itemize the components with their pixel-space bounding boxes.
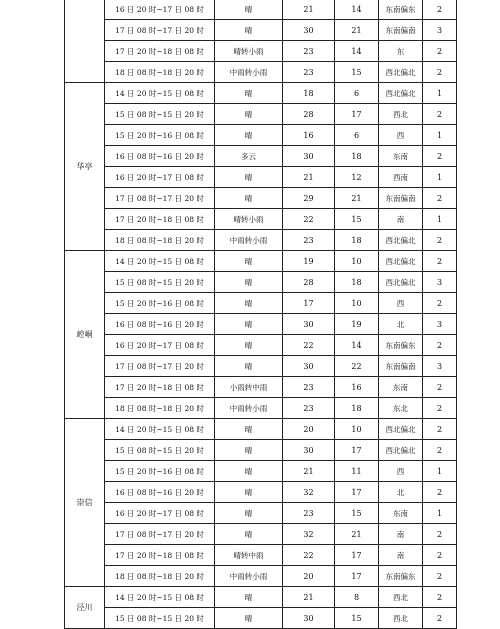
wind-force-cell: 2 bbox=[423, 146, 457, 167]
wind-direction-cell: 东南偏东 bbox=[379, 0, 423, 20]
time-period-cell: 15 日 08 时~15 日 20 时 bbox=[105, 104, 215, 125]
weather-cell: 晴 bbox=[215, 0, 283, 20]
wind-direction-cell: 东南偏南 bbox=[379, 20, 423, 41]
weather-cell: 晴 bbox=[215, 524, 283, 545]
wind-force-cell: 2 bbox=[423, 419, 457, 440]
time-period-cell: 16 日 08 时~16 日 20 时 bbox=[105, 482, 215, 503]
wind-force-cell: 1 bbox=[423, 83, 457, 104]
wind-direction-cell: 东北 bbox=[379, 398, 423, 419]
table-row bbox=[65, 41, 457, 62]
time-period-cell: 16 日 20 时~17 日 08 时 bbox=[105, 335, 215, 356]
wind-force-cell: 2 bbox=[423, 251, 457, 272]
table-row bbox=[65, 125, 457, 146]
weather-cell: 中雨转小雨 bbox=[215, 230, 283, 251]
wind-direction-cell: 东南 bbox=[379, 377, 423, 398]
station-name-cell: 崇信 bbox=[65, 419, 105, 587]
table-row bbox=[65, 62, 457, 83]
wind-direction-cell: 东南 bbox=[379, 146, 423, 167]
wind-direction-cell: 东南偏东 bbox=[379, 566, 423, 587]
low-temp-cell: 16 bbox=[335, 377, 379, 398]
high-temp-cell: 23 bbox=[283, 230, 335, 251]
weather-cell: 晴 bbox=[215, 167, 283, 188]
low-temp-cell: 6 bbox=[335, 83, 379, 104]
weather-cell: 晴 bbox=[215, 251, 283, 272]
high-temp-cell: 28 bbox=[283, 272, 335, 293]
weather-cell: 小雨转中雨 bbox=[215, 377, 283, 398]
weather-cell: 多云 bbox=[215, 146, 283, 167]
weather-cell: 中雨转小雨 bbox=[215, 566, 283, 587]
table-row bbox=[65, 0, 457, 20]
table-row bbox=[65, 356, 457, 377]
time-period-cell: 18 日 08 时~18 日 20 时 bbox=[105, 398, 215, 419]
weather-cell: 晴 bbox=[215, 419, 283, 440]
wind-force-cell: 2 bbox=[423, 104, 457, 125]
low-temp-cell: 21 bbox=[335, 188, 379, 209]
wind-direction-cell: 南 bbox=[379, 524, 423, 545]
table-row bbox=[65, 419, 457, 440]
low-temp-cell: 21 bbox=[335, 524, 379, 545]
weather-cell: 晴 bbox=[215, 188, 283, 209]
low-temp-cell: 14 bbox=[335, 335, 379, 356]
time-period-cell: 14 日 20 时~15 日 08 时 bbox=[105, 419, 215, 440]
table-row bbox=[65, 230, 457, 251]
wind-direction-cell: 西北偏北 bbox=[379, 419, 423, 440]
high-temp-cell: 21 bbox=[283, 587, 335, 608]
low-temp-cell: 11 bbox=[335, 461, 379, 482]
weather-cell: 晴 bbox=[215, 503, 283, 524]
wind-direction-cell: 东南 bbox=[379, 503, 423, 524]
low-temp-cell: 17 bbox=[335, 482, 379, 503]
high-temp-cell: 21 bbox=[283, 167, 335, 188]
time-period-cell: 14 日 20 时~15 日 08 时 bbox=[105, 83, 215, 104]
high-temp-cell: 23 bbox=[283, 503, 335, 524]
table-row bbox=[65, 251, 457, 272]
low-temp-cell: 12 bbox=[335, 167, 379, 188]
high-temp-cell: 30 bbox=[283, 356, 335, 377]
low-temp-cell: 8 bbox=[335, 587, 379, 608]
wind-force-cell: 2 bbox=[423, 482, 457, 503]
high-temp-cell: 19 bbox=[283, 251, 335, 272]
high-temp-cell: 30 bbox=[283, 314, 335, 335]
wind-force-cell: 2 bbox=[423, 566, 457, 587]
table-row bbox=[65, 272, 457, 293]
time-period-cell: 15 日 20 时~16 日 08 时 bbox=[105, 461, 215, 482]
low-temp-cell: 18 bbox=[335, 146, 379, 167]
high-temp-cell: 23 bbox=[283, 398, 335, 419]
high-temp-cell: 32 bbox=[283, 524, 335, 545]
time-period-cell: 18 日 08 时~18 日 20 时 bbox=[105, 566, 215, 587]
time-period-cell: 14 日 20 时~15 日 08 时 bbox=[105, 587, 215, 608]
wind-force-cell: 2 bbox=[423, 230, 457, 251]
low-temp-cell: 10 bbox=[335, 251, 379, 272]
time-period-cell: 16 日 20 时~17 日 08 时 bbox=[105, 503, 215, 524]
wind-direction-cell: 西 bbox=[379, 125, 423, 146]
wind-direction-cell: 西北偏北 bbox=[379, 83, 423, 104]
table-row bbox=[65, 83, 457, 104]
wind-direction-cell: 北 bbox=[379, 314, 423, 335]
low-temp-cell: 17 bbox=[335, 566, 379, 587]
weather-cell: 晴 bbox=[215, 104, 283, 125]
wind-force-cell: 2 bbox=[423, 62, 457, 83]
wind-force-cell: 2 bbox=[423, 524, 457, 545]
low-temp-cell: 19 bbox=[335, 314, 379, 335]
weather-forecast-table bbox=[64, 0, 457, 629]
low-temp-cell: 21 bbox=[335, 20, 379, 41]
time-period-cell: 17 日 08 时~17 日 20 时 bbox=[105, 524, 215, 545]
time-period-cell: 15 日 20 时~16 日 08 时 bbox=[105, 125, 215, 146]
table-body bbox=[65, 0, 457, 629]
weather-cell: 中雨转小雨 bbox=[215, 398, 283, 419]
wind-direction-cell: 西北 bbox=[379, 587, 423, 608]
weather-cell: 晴 bbox=[215, 125, 283, 146]
table-row bbox=[65, 440, 457, 461]
high-temp-cell: 22 bbox=[283, 335, 335, 356]
wind-direction-cell: 西 bbox=[379, 293, 423, 314]
high-temp-cell: 30 bbox=[283, 20, 335, 41]
weather-cell: 晴转小雨 bbox=[215, 41, 283, 62]
time-period-cell: 14 日 20 时~15 日 08 时 bbox=[105, 251, 215, 272]
wind-force-cell: 2 bbox=[423, 545, 457, 566]
high-temp-cell: 23 bbox=[283, 41, 335, 62]
weather-cell: 晴 bbox=[215, 314, 283, 335]
low-temp-cell: 15 bbox=[335, 62, 379, 83]
high-temp-cell: 30 bbox=[283, 608, 335, 629]
high-temp-cell: 17 bbox=[283, 293, 335, 314]
time-period-cell: 18 日 08 时~18 日 20 时 bbox=[105, 62, 215, 83]
weather-cell: 晴 bbox=[215, 20, 283, 41]
low-temp-cell: 14 bbox=[335, 41, 379, 62]
wind-direction-cell: 西北偏北 bbox=[379, 62, 423, 83]
wind-force-cell: 2 bbox=[423, 608, 457, 629]
low-temp-cell: 15 bbox=[335, 608, 379, 629]
time-period-cell: 15 日 20 时~16 日 08 时 bbox=[105, 293, 215, 314]
wind-force-cell: 1 bbox=[423, 461, 457, 482]
weather-cell: 晴 bbox=[215, 335, 283, 356]
low-temp-cell: 10 bbox=[335, 293, 379, 314]
table-row bbox=[65, 461, 457, 482]
low-temp-cell: 18 bbox=[335, 230, 379, 251]
low-temp-cell: 18 bbox=[335, 272, 379, 293]
wind-force-cell: 3 bbox=[423, 20, 457, 41]
table-row bbox=[65, 398, 457, 419]
low-temp-cell: 14 bbox=[335, 0, 379, 20]
wind-force-cell: 2 bbox=[423, 377, 457, 398]
time-period-cell: 17 日 08 时~17 日 20 时 bbox=[105, 356, 215, 377]
wind-direction-cell: 西北 bbox=[379, 104, 423, 125]
time-period-cell: 17 日 08 时~17 日 20 时 bbox=[105, 188, 215, 209]
table-row bbox=[65, 566, 457, 587]
high-temp-cell: 22 bbox=[283, 209, 335, 230]
table-row bbox=[65, 188, 457, 209]
wind-direction-cell: 东南偏东 bbox=[379, 335, 423, 356]
table-row bbox=[65, 209, 457, 230]
weather-cell: 晴转小雨 bbox=[215, 209, 283, 230]
time-period-cell: 16 日 08 时~16 日 20 时 bbox=[105, 314, 215, 335]
low-temp-cell: 10 bbox=[335, 419, 379, 440]
wind-force-cell: 1 bbox=[423, 125, 457, 146]
wind-direction-cell: 西 bbox=[379, 461, 423, 482]
wind-force-cell: 1 bbox=[423, 209, 457, 230]
wind-direction-cell: 南 bbox=[379, 209, 423, 230]
table-row bbox=[65, 524, 457, 545]
table-row bbox=[65, 314, 457, 335]
wind-force-cell: 2 bbox=[423, 440, 457, 461]
wind-direction-cell: 西北偏北 bbox=[379, 272, 423, 293]
weather-cell: 晴 bbox=[215, 461, 283, 482]
table-row bbox=[65, 146, 457, 167]
low-temp-cell: 6 bbox=[335, 125, 379, 146]
time-period-cell: 16 日 08 时~16 日 20 时 bbox=[105, 146, 215, 167]
low-temp-cell: 15 bbox=[335, 209, 379, 230]
high-temp-cell: 32 bbox=[283, 482, 335, 503]
wind-direction-cell: 西北偏北 bbox=[379, 251, 423, 272]
station-name-cell: 华亭 bbox=[65, 83, 105, 251]
station-name-cell: 崆峒 bbox=[65, 251, 105, 419]
wind-force-cell: 2 bbox=[423, 188, 457, 209]
wind-direction-cell: 西北偏北 bbox=[379, 440, 423, 461]
wind-force-cell: 2 bbox=[423, 293, 457, 314]
low-temp-cell: 17 bbox=[335, 545, 379, 566]
low-temp-cell: 22 bbox=[335, 356, 379, 377]
table-row bbox=[65, 167, 457, 188]
wind-direction-cell: 南 bbox=[379, 545, 423, 566]
table-row bbox=[65, 335, 457, 356]
weather-cell: 晴 bbox=[215, 83, 283, 104]
high-temp-cell: 30 bbox=[283, 146, 335, 167]
high-temp-cell: 28 bbox=[283, 104, 335, 125]
weather-cell: 晴 bbox=[215, 293, 283, 314]
high-temp-cell: 30 bbox=[283, 440, 335, 461]
table-row bbox=[65, 482, 457, 503]
table-row bbox=[65, 377, 457, 398]
wind-force-cell: 2 bbox=[423, 0, 457, 20]
weather-cell: 中雨转小雨 bbox=[215, 62, 283, 83]
high-temp-cell: 20 bbox=[283, 419, 335, 440]
wind-force-cell: 3 bbox=[423, 314, 457, 335]
time-period-cell: 17 日 08 时~17 日 20 时 bbox=[105, 20, 215, 41]
wind-direction-cell: 东南偏南 bbox=[379, 356, 423, 377]
high-temp-cell: 18 bbox=[283, 83, 335, 104]
weather-cell: 晴转中雨 bbox=[215, 545, 283, 566]
time-period-cell: 15 日 08 时~15 日 20 时 bbox=[105, 272, 215, 293]
weather-cell: 晴 bbox=[215, 440, 283, 461]
wind-direction-cell: 西北 bbox=[379, 608, 423, 629]
high-temp-cell: 21 bbox=[283, 0, 335, 20]
wind-direction-cell: 西北偏北 bbox=[379, 230, 423, 251]
time-period-cell: 16 日 20 时~17 日 08 时 bbox=[105, 0, 215, 20]
time-period-cell: 15 日 08 时~15 日 20 时 bbox=[105, 440, 215, 461]
table-row bbox=[65, 587, 457, 608]
low-temp-cell: 17 bbox=[335, 440, 379, 461]
high-temp-cell: 23 bbox=[283, 62, 335, 83]
wind-direction-cell: 西南 bbox=[379, 167, 423, 188]
time-period-cell: 18 日 08 时~18 日 20 时 bbox=[105, 230, 215, 251]
table-row bbox=[65, 20, 457, 41]
table-row bbox=[65, 545, 457, 566]
table-row bbox=[65, 503, 457, 524]
time-period-cell: 17 日 20 时~18 日 08 时 bbox=[105, 545, 215, 566]
table-row bbox=[65, 104, 457, 125]
wind-force-cell: 2 bbox=[423, 41, 457, 62]
station-name-cell bbox=[65, 0, 105, 83]
weather-cell: 晴 bbox=[215, 608, 283, 629]
wind-force-cell: 3 bbox=[423, 356, 457, 377]
weather-cell: 晴 bbox=[215, 587, 283, 608]
weather-cell: 晴 bbox=[215, 482, 283, 503]
wind-direction-cell: 东 bbox=[379, 41, 423, 62]
table-row bbox=[65, 293, 457, 314]
wind-direction-cell: 北 bbox=[379, 482, 423, 503]
weather-cell: 晴 bbox=[215, 356, 283, 377]
wind-force-cell: 1 bbox=[423, 503, 457, 524]
time-period-cell: 15 日 08 时~15 日 20 时 bbox=[105, 608, 215, 629]
high-temp-cell: 29 bbox=[283, 188, 335, 209]
weather-cell: 晴 bbox=[215, 272, 283, 293]
low-temp-cell: 17 bbox=[335, 104, 379, 125]
time-period-cell: 17 日 20 时~18 日 08 时 bbox=[105, 377, 215, 398]
low-temp-cell: 15 bbox=[335, 503, 379, 524]
high-temp-cell: 23 bbox=[283, 377, 335, 398]
wind-force-cell: 2 bbox=[423, 335, 457, 356]
high-temp-cell: 21 bbox=[283, 461, 335, 482]
station-name-cell: 泾川 bbox=[65, 587, 105, 629]
high-temp-cell: 16 bbox=[283, 125, 335, 146]
low-temp-cell: 18 bbox=[335, 398, 379, 419]
wind-force-cell: 3 bbox=[423, 272, 457, 293]
wind-force-cell: 2 bbox=[423, 587, 457, 608]
time-period-cell: 17 日 20 时~18 日 08 时 bbox=[105, 209, 215, 230]
wind-force-cell: 1 bbox=[423, 167, 457, 188]
table-row bbox=[65, 608, 457, 629]
wind-force-cell: 2 bbox=[423, 398, 457, 419]
time-period-cell: 17 日 20 时~18 日 08 时 bbox=[105, 41, 215, 62]
high-temp-cell: 20 bbox=[283, 566, 335, 587]
high-temp-cell: 22 bbox=[283, 545, 335, 566]
wind-direction-cell: 东南偏南 bbox=[379, 188, 423, 209]
time-period-cell: 16 日 20 时~17 日 08 时 bbox=[105, 167, 215, 188]
